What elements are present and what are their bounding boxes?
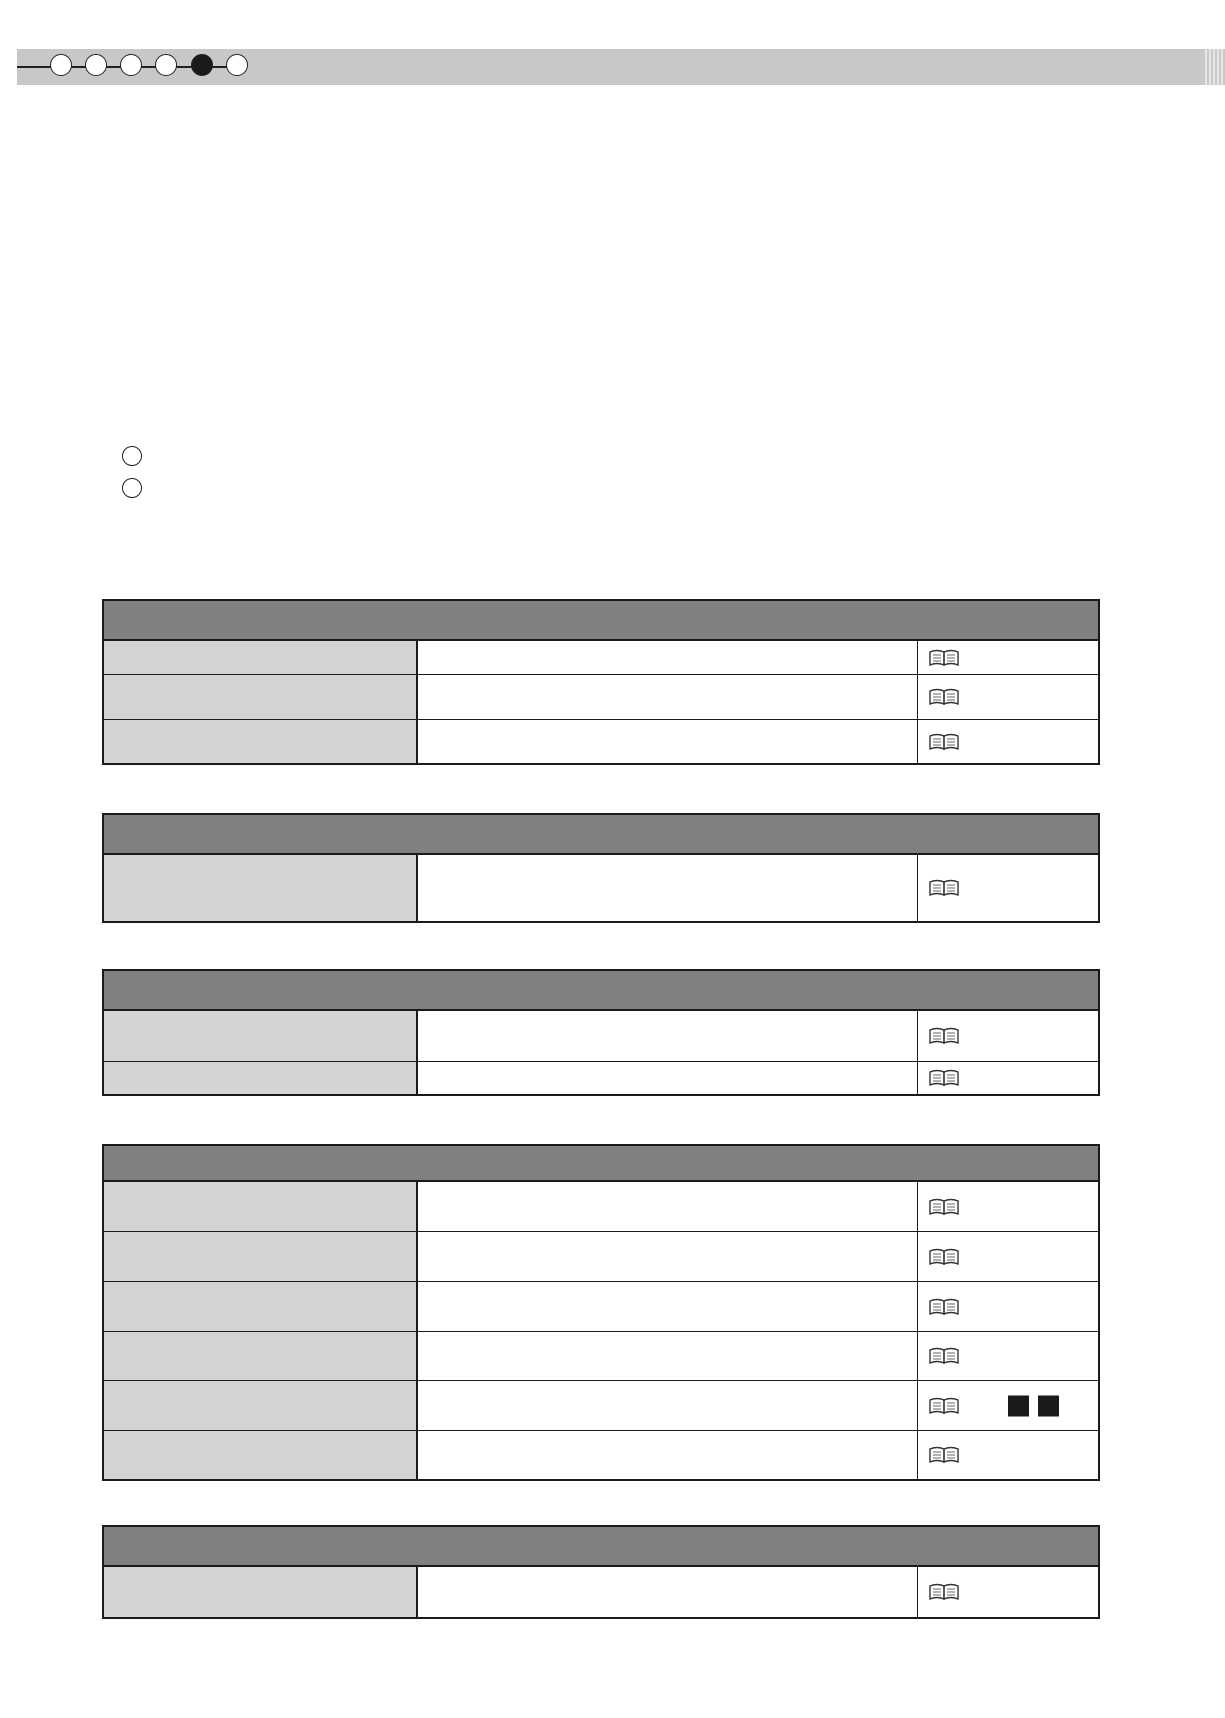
row-description-cell [418,1232,918,1281]
row-label-cell [104,1431,418,1479]
row-reference-cell [918,1062,1098,1094]
row-label-cell [104,1011,418,1061]
book-icon [928,1027,960,1045]
step-1-circle [50,54,72,76]
row-description-cell [418,1381,918,1430]
row-description-cell [418,1332,918,1380]
row-reference-cell [918,1332,1098,1380]
row-description-cell [418,720,918,763]
row-description-cell [418,675,918,719]
row-reference-cell [918,1381,1098,1430]
row-description-cell [418,1282,918,1331]
table-header [104,601,1098,641]
table-1 [102,599,1100,765]
book-icon [928,1248,960,1266]
row-description-cell [418,1567,918,1617]
table-body [104,641,1098,763]
table-5 [102,1525,1100,1619]
row-reference-cell [918,1232,1098,1281]
table-header [104,971,1098,1011]
row-description-cell [418,1011,918,1061]
book-icon [928,1347,960,1365]
table-row [104,641,1098,674]
table-row [104,1061,1098,1094]
bullet-circle-2 [122,478,142,498]
row-reference-cell [918,720,1098,763]
step-6-circle [226,54,248,76]
row-reference-cell [918,1567,1098,1617]
row-reference-cell [918,641,1098,674]
bullet-circle-1 [122,446,142,466]
table-row [104,1430,1098,1479]
row-label-cell [104,641,418,674]
black-square-marker [1038,1395,1059,1416]
table-row [104,674,1098,719]
book-icon [928,733,960,751]
row-label-cell [104,1567,418,1617]
row-description-cell [418,641,918,674]
table-body [104,1182,1098,1479]
step-3-circle [120,54,142,76]
row-label-cell [104,1062,418,1094]
row-reference-cell [918,855,1098,921]
row-label-cell [104,855,418,921]
table-header [104,1527,1098,1567]
row-reference-cell [918,1431,1098,1479]
table-body [104,855,1098,921]
table-row [104,1231,1098,1281]
black-square-marker [1008,1395,1029,1416]
table-row [104,1567,1098,1617]
table-body [104,1567,1098,1617]
table-2 [102,813,1100,923]
step-4-circle [155,54,177,76]
table-row [104,1380,1098,1430]
table-header [104,815,1098,855]
row-label-cell [104,675,418,719]
book-icon [928,1583,960,1601]
row-label-cell [104,1332,418,1380]
row-description-cell [418,1431,918,1479]
row-reference-cell [918,675,1098,719]
book-icon [928,1446,960,1464]
book-icon [928,879,960,897]
row-description-cell [418,1182,918,1231]
banner-edge-pattern [1203,49,1225,85]
step-2-circle [85,54,107,76]
book-icon [928,688,960,706]
table-row [104,1182,1098,1231]
row-reference-cell [918,1282,1098,1331]
book-icon [928,1069,960,1087]
row-label-cell [104,1282,418,1331]
table-row [104,1331,1098,1380]
book-icon [928,1397,960,1415]
table-header [104,1146,1098,1182]
table-row [104,1281,1098,1331]
row-reference-cell [918,1011,1098,1061]
book-icon [928,1198,960,1216]
row-reference-cell [918,1182,1098,1231]
table-3 [102,969,1100,1096]
row-label-cell [104,1182,418,1231]
table-4 [102,1144,1100,1481]
table-row [104,855,1098,921]
row-label-cell [104,1232,418,1281]
book-icon [928,649,960,667]
table-body [104,1011,1098,1094]
row-label-cell [104,1381,418,1430]
row-label-cell [104,720,418,763]
row-description-cell [418,855,918,921]
table-row [104,719,1098,763]
row-description-cell [418,1062,918,1094]
step-5-circle-active [191,54,213,76]
table-row [104,1011,1098,1061]
book-icon [928,1298,960,1316]
